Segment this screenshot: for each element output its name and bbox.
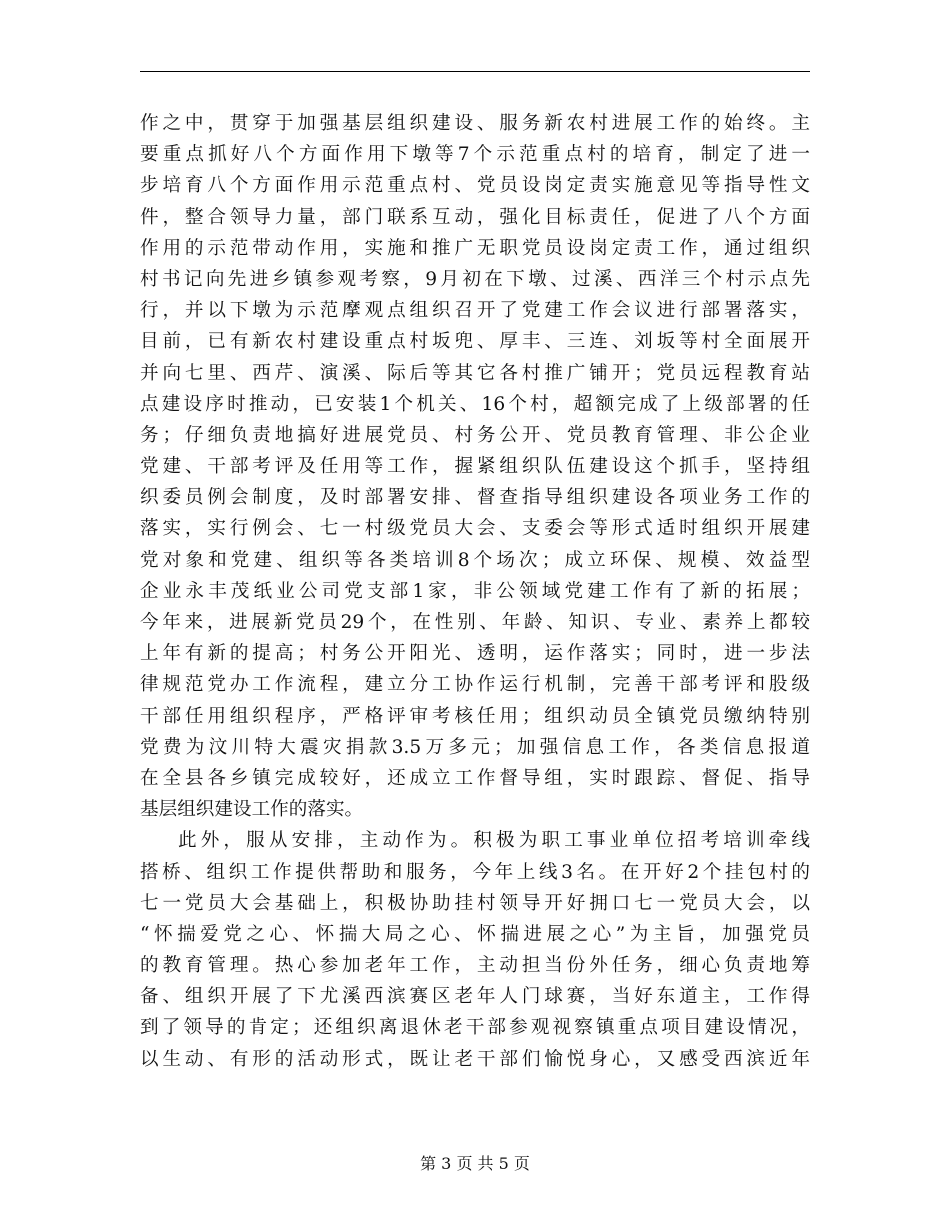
text-line: 党费为汶川特大震灾捐款3.5万多元；加强信息工作，各类信息报道 xyxy=(140,736,810,758)
text-line: 在全县各乡镇完成较好，还成立工作督导组，实时跟踪、督促、指导 xyxy=(140,767,810,789)
text-line: 党建、干部考评及任用等工作，握紧组织队伍建设这个抓手，坚持组 xyxy=(140,456,810,478)
text-line: 的教育管理。热心参加老年工作，主动担当份外任务，细心负责地筹 xyxy=(140,955,810,977)
text-line: 目前，已有新农村建设重点村坂兜、厚丰、三连、刘坂等村全面展开 xyxy=(140,331,810,353)
text-line: 织委员例会制度，及时部署安排、督查指导组织建设各项业务工作的 xyxy=(140,487,810,509)
text-line: 律规范党办工作流程，建立分工协作运行机制，完善干部考评和股级 xyxy=(140,674,810,696)
text-line: 今年来，进展新党员29个，在性别、年龄、知识、专业、素养上都较 xyxy=(140,612,810,633)
paragraph-1 xyxy=(140,108,810,825)
text-line: 要重点抓好八个方面作用下墩等7个示范重点村的培育，制定了进一 xyxy=(140,144,810,166)
text-line: 备、组织开展了下尤溪西滨赛区老年人门球赛，当好东道主，工作得 xyxy=(140,986,810,1008)
text-line: 作之中，贯穿于加强基层组织建设、服务新农村进展工作的始终。主 xyxy=(140,113,810,134)
paragraph-2 xyxy=(140,825,810,1075)
text-line: 此外，服从安排，主动作为。积极为职工事业单位招考培训牵线 xyxy=(178,830,810,852)
text-line: 落实，实行例会、七一村级党员大会、支委会等形式适时组织开展建 xyxy=(140,518,810,540)
header-rule xyxy=(140,71,810,72)
text-line: 到了领导的肯定；还组织离退休老干部参观视察镇重点项目建设情况， xyxy=(140,1017,810,1039)
page-number: 第 3 页 共 5 页 xyxy=(420,1154,530,1173)
text-line: 件，整合领导力量，部门联系互动，强化目标责任，促进了八个方面 xyxy=(140,206,810,228)
text-line: 以生动、有形的活动形式，既让老干部们愉悦身心，又感受西滨近年 xyxy=(140,1048,810,1070)
text-line: 行，并以下墩为示范摩观点组织召开了党建工作会议进行部署落实， xyxy=(140,300,810,322)
text-line: 企业永丰茂纸业公司党支部1家，非公领域党建工作有了新的拓展； xyxy=(140,580,810,602)
text-line: 基层组织建设工作的落实。 xyxy=(140,799,364,821)
text-line: 步培育八个方面作用示范重点村、党员设岗定责实施意见等指导性文 xyxy=(140,175,810,197)
text-line: 党对象和党建、组织等各类培训8个场次；成立环保、规模、效益型 xyxy=(140,549,810,571)
text-line: 务；仔细负责地搞好进展党员、村务公开、党员教育管理、非公企业 xyxy=(140,424,810,446)
document-body xyxy=(140,108,810,1075)
text-line: 七一党员大会基础上，积极协助挂村领导开好拥口七一党员大会，以 xyxy=(140,892,810,914)
text-line: 搭桥、组织工作提供帮助和服务，今年上线3名。在开好2个挂包村的 xyxy=(140,861,810,883)
text-line: 作用的示范带动作用，实施和推广无职党员设岗定责工作，通过组织 xyxy=(140,237,810,259)
text-line: 上年有新的提高；村务公开阳光、透明，运作落实；同时，进一步法 xyxy=(140,643,810,665)
text-line: “怀揣爱党之心、怀揣大局之心、怀揣进展之心”为主旨，加强党员 xyxy=(140,923,810,945)
text-line: 并向七里、西芹、演溪、际后等其它各村推广铺开；党员远程教育站 xyxy=(140,362,810,384)
text-line: 点建设序时推动，已安装1个机关、16个村，超额完成了上级部署的任 xyxy=(140,393,810,415)
text-line: 干部任用组织程序，严格评审考核任用；组织动员全镇党员缴纳特别 xyxy=(140,705,810,727)
text-line: 村书记向先进乡镇参观考察，9月初在下墩、过溪、西洋三个村示点先 xyxy=(140,268,810,290)
